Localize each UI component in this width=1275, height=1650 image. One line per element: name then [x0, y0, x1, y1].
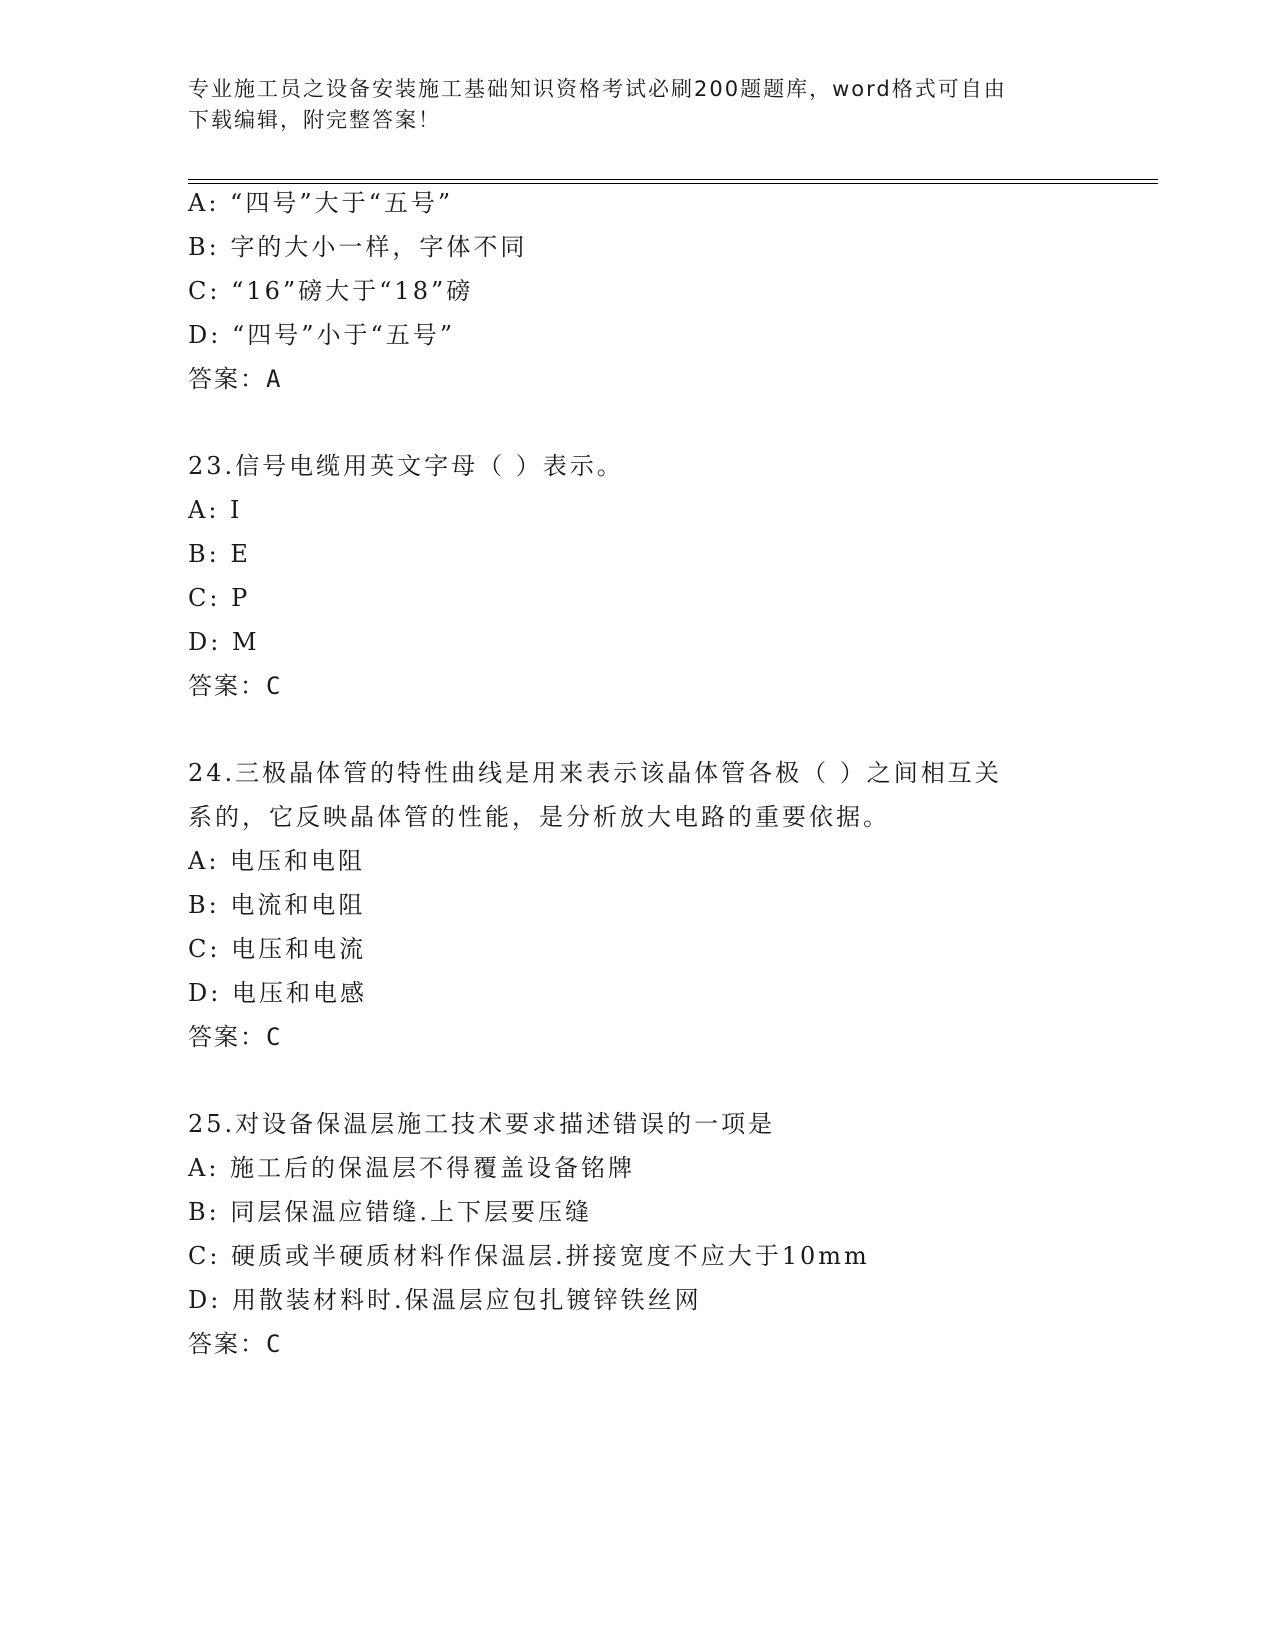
q22-option-b: B: 字的大小一样，字体不同	[188, 233, 528, 261]
q23-option-c: C: P	[188, 584, 251, 612]
q24-answer	[188, 1022, 282, 1052]
header-line-1: 专业施工员之设备安装施工基础知识资格考试必刷200题题库，word格式可自由	[188, 77, 1007, 101]
q24-stem-line-1: 24.三极晶体管的特性曲线是用来表示该晶体管各极（ ）之间相互关	[188, 759, 1002, 787]
q23-option-d: D: M	[188, 628, 260, 656]
q25-answer-label: 答案：	[188, 1330, 266, 1358]
q22-answer-label: 答案：	[188, 365, 266, 393]
q25-option-d: D: 用散装材料时.保温层应包扎镀锌铁丝网	[188, 1286, 702, 1314]
q23-answer-label: 答案：	[188, 672, 266, 700]
q22-answer	[188, 364, 282, 394]
q25-answer	[188, 1329, 282, 1359]
q25-option-c: C: 硬质或半硬质材料作保温层.拼接宽度不应大于10mm	[188, 1242, 870, 1270]
q24-option-d: D: 电压和电感	[188, 979, 367, 1007]
header-line-2: 下载编辑，附完整答案！	[188, 108, 441, 132]
q23-option-b: B: E	[188, 540, 251, 568]
q24-option-c: C: 电压和电流	[188, 935, 367, 963]
q24-answer-label: 答案：	[188, 1023, 266, 1051]
q24-option-a: A: 电压和电阻	[188, 847, 366, 875]
q23-answer-value: C	[266, 672, 283, 700]
q25-stem: 25.对设备保温层施工技术要求描述错误的一项是	[188, 1110, 776, 1138]
q25-option-b: B: 同层保温应错缝.上下层要压缝	[188, 1198, 592, 1226]
q23-stem: 23.信号电缆用英文字母（ ）表示。	[188, 452, 624, 480]
q23-answer	[188, 671, 282, 701]
q25-answer-value: C	[266, 1330, 283, 1358]
q22-option-c: C: “16”磅大于“18”磅	[188, 277, 474, 305]
q24-stem-line-2: 系的，它反映晶体管的性能，是分析放大电路的重要依据。	[188, 803, 890, 831]
header-divider-bottom	[188, 183, 1158, 184]
q24-option-b: B: 电流和电阻	[188, 891, 366, 919]
q25-option-a: A: 施工后的保温层不得覆盖设备铭牌	[188, 1154, 636, 1182]
q24-answer-value: C	[266, 1023, 283, 1051]
q23-option-a: A: I	[188, 496, 243, 524]
document-header	[188, 74, 1088, 136]
header-divider-top	[188, 179, 1158, 180]
q22-answer-value: A	[266, 365, 283, 393]
q22-option-a: A: “四号”大于“五号”	[188, 189, 454, 217]
q22-option-d: D: “四号”小于“五号”	[188, 321, 456, 349]
